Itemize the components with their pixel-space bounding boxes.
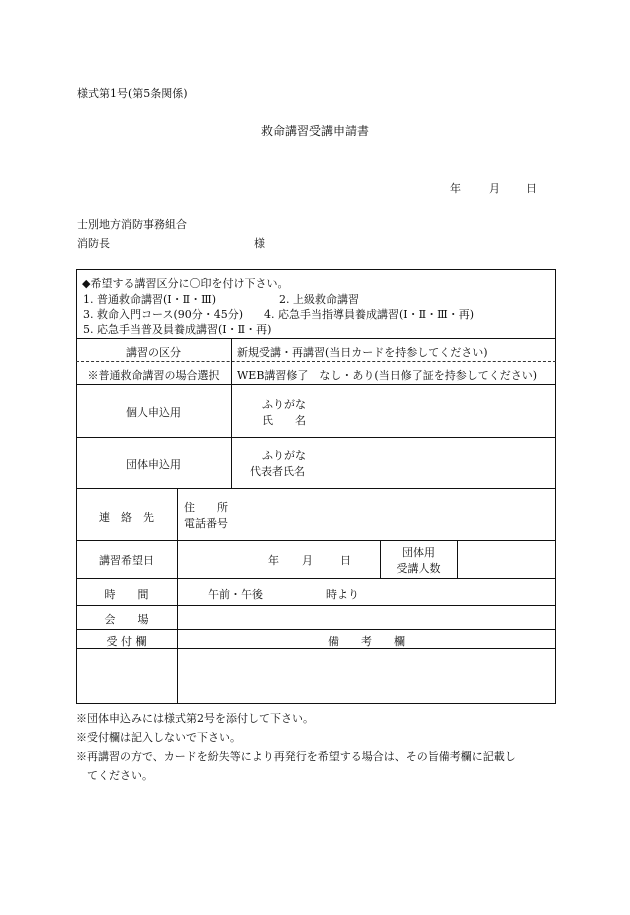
application-date (450, 180, 537, 196)
contact-label: 連 絡 先 (99, 511, 154, 524)
individual-application-label: 個人申込用 (126, 406, 181, 419)
option-1[interactable]: 1. 普通救命講習(Ⅰ・Ⅱ・Ⅲ) (83, 293, 217, 306)
column-divider (231, 338, 232, 488)
option-5[interactable]: 5. 応急手当普及員養成講習(Ⅰ・Ⅱ・再) (83, 323, 272, 336)
divider (76, 338, 556, 339)
venue-label: 会 場 (104, 613, 149, 626)
divider (76, 605, 556, 606)
divider-dashed (76, 361, 556, 362)
note-reception: ※受付欄は記入しないで下さい。 (76, 731, 241, 744)
addressee-chief: 消防長 (77, 237, 110, 250)
group-count-label-line2: 受講人数 (396, 562, 441, 575)
addressee-honorific: 様 (254, 237, 265, 250)
remarks-column-label: 備 考 欄 (328, 635, 405, 648)
divider (76, 488, 556, 489)
group-count-label-line1: 団体用 (402, 546, 435, 559)
category-label: 講習の区分 (126, 346, 181, 359)
basic-course-select-label: ※普通救命講習の場合選択 (87, 369, 220, 382)
representative-name-label: 代表者氏名 (250, 465, 305, 478)
address-label: 住 所 (184, 501, 228, 514)
divider (76, 384, 556, 385)
instruction-heading: ◆希望する講習区分に〇印を付け下さい。 (82, 277, 289, 290)
furigana-label: ふりがな (262, 398, 306, 411)
furigana-label-group: ふりがな (262, 449, 306, 462)
am-pm-options[interactable]: 午前・午後 (208, 588, 263, 601)
divider (76, 540, 556, 541)
phone-label: 電話番号 (184, 517, 228, 530)
divider (76, 629, 556, 630)
document-title: 救命講習受講申請書 (260, 124, 369, 138)
category-options[interactable]: 新規受講・再講習(当日カードを持参してください) (237, 346, 488, 359)
name-label: 氏 名 (262, 414, 306, 427)
date-month: 月 (489, 182, 500, 195)
column-divider (177, 488, 178, 704)
date-year: 年 (450, 182, 461, 195)
divider (76, 578, 556, 579)
web-course-options[interactable]: WEB講習修了 なし・あり(当日修了証を持参してください) (237, 369, 538, 382)
form-number: 様式第1号(第5条関係) (77, 87, 188, 100)
group-application-label: 団体申込用 (126, 458, 181, 471)
divider (76, 437, 556, 438)
option-4[interactable]: 4. 応急手当指導員養成講習(Ⅰ・Ⅱ・Ⅲ・再) (264, 308, 475, 321)
desired-date-label: 講習希望日 (99, 554, 154, 567)
organization-name: 士別地方消防事務組合 (77, 218, 187, 231)
desired-day: 日 (340, 554, 351, 567)
time-from-label: 時より (326, 588, 359, 601)
option-2[interactable]: 2. 上級救命講習 (279, 293, 359, 306)
note-reissue: ※再講習の方で、カードを紛失等により再発行を希望する場合は、その旨備考欄に記載し (76, 750, 516, 763)
note-group-form: ※団体申込みには様式第2号を添付して下さい。 (76, 712, 314, 725)
date-day: 日 (526, 182, 537, 195)
desired-month: 月 (302, 554, 313, 567)
time-label: 時 間 (104, 588, 149, 601)
desired-year: 年 (268, 554, 279, 567)
reception-column-label: 受 付 欄 (106, 635, 147, 648)
column-divider (457, 540, 458, 578)
note-reissue-continued: てください。 (76, 769, 153, 782)
option-3[interactable]: 3. 救命入門コース(90分・45分) (83, 308, 244, 321)
